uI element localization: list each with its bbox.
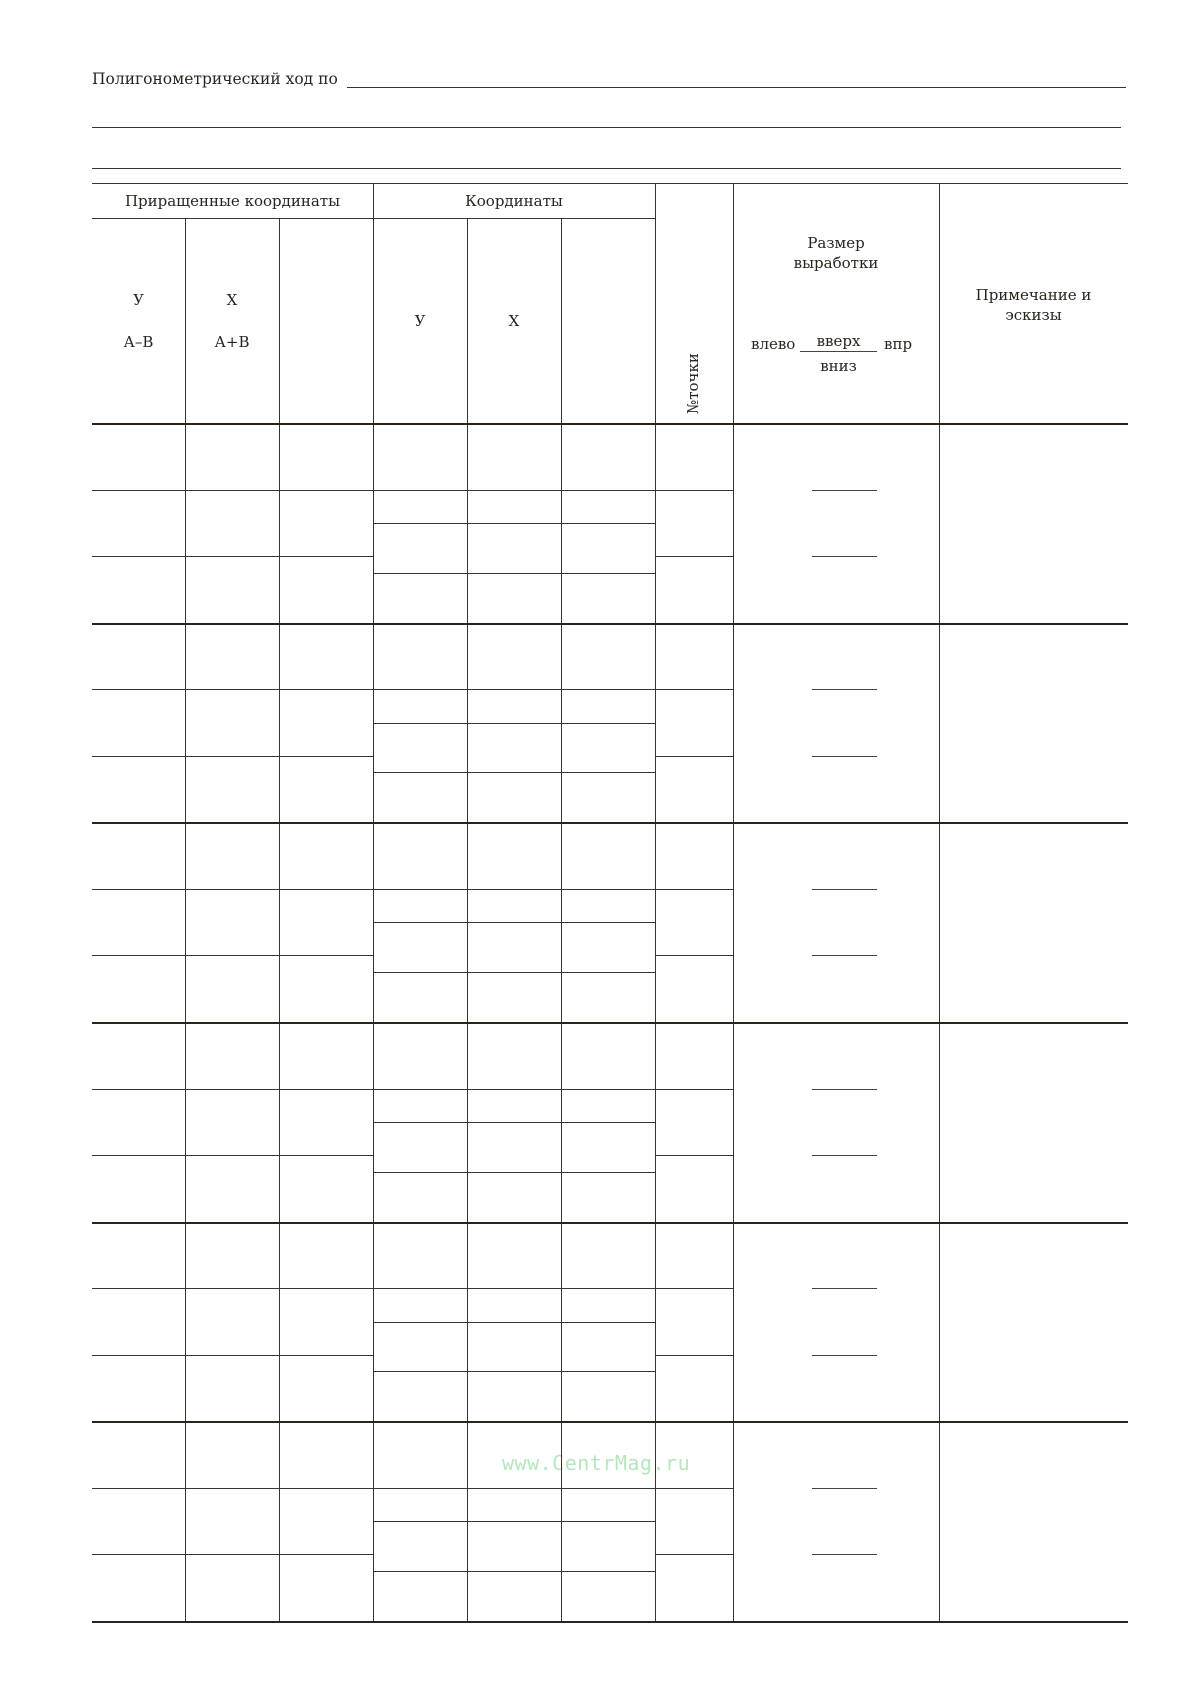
point-number-cell[interactable]: [655, 822, 733, 889]
coordinate-cell[interactable]: [373, 623, 467, 690]
coordinate-cell[interactable]: [373, 822, 467, 889]
table-top-border: [92, 183, 1128, 184]
form-title: Полигонометрический ход по: [92, 70, 338, 88]
increment-cell[interactable]: [92, 822, 185, 889]
coordinate-cell[interactable]: [467, 490, 561, 523]
coordinate-cell[interactable]: [561, 623, 655, 690]
increment-cell[interactable]: [279, 1222, 373, 1289]
header-size-directions: [751, 334, 795, 354]
point-number-cell[interactable]: [655, 689, 733, 756]
point-number-cell[interactable]: [655, 889, 733, 956]
coordinate-cell[interactable]: [373, 490, 467, 523]
coordinate-cell[interactable]: [467, 723, 561, 773]
increment-cell[interactable]: [279, 623, 373, 690]
point-number-cell[interactable]: [655, 556, 733, 623]
coordinate-cell[interactable]: [467, 1122, 561, 1172]
coordinate-cell[interactable]: [373, 573, 467, 623]
coordinate-cell[interactable]: [467, 573, 561, 623]
increment-cell[interactable]: [185, 822, 279, 889]
increment-cell[interactable]: [185, 490, 279, 557]
increment-cell[interactable]: [279, 1022, 373, 1089]
header-inc-y: У: [133, 291, 144, 309]
increment-cell[interactable]: [92, 1355, 185, 1422]
increment-cell[interactable]: [92, 756, 185, 823]
increment-cell[interactable]: [92, 1288, 185, 1355]
point-number-cell[interactable]: [655, 1089, 733, 1156]
coordinate-cell[interactable]: [467, 1371, 561, 1421]
increment-cell[interactable]: [279, 1089, 373, 1156]
coordinate-cell[interactable]: [467, 1022, 561, 1089]
coordinate-cell[interactable]: [561, 1521, 655, 1571]
size-cell[interactable]: [733, 423, 939, 623]
coordinate-cell[interactable]: [373, 689, 467, 722]
header-inc-x-sub: А+В: [214, 333, 250, 351]
coordinate-cell[interactable]: [561, 523, 655, 573]
increment-cell[interactable]: [185, 1421, 279, 1488]
size-cell[interactable]: [733, 1022, 939, 1222]
coordinate-cell[interactable]: [373, 1521, 467, 1571]
notes-cell[interactable]: [939, 423, 1128, 623]
increment-cell[interactable]: [279, 822, 373, 889]
increment-cell[interactable]: [92, 1089, 185, 1156]
coordinate-cell[interactable]: [467, 1089, 561, 1122]
increment-cell[interactable]: [185, 1222, 279, 1289]
point-number-cell[interactable]: [655, 1488, 733, 1555]
increment-cell[interactable]: [279, 1155, 373, 1222]
increment-cell[interactable]: [185, 1288, 279, 1355]
increment-cell[interactable]: [185, 889, 279, 956]
increment-cell[interactable]: [279, 756, 373, 823]
point-number-cell[interactable]: [655, 1554, 733, 1621]
coordinate-cell[interactable]: [373, 1288, 467, 1321]
coordinate-cell[interactable]: [467, 1288, 561, 1321]
coordinate-cell[interactable]: [561, 1371, 655, 1421]
size-down-label: вниз: [820, 357, 857, 375]
increment-cell[interactable]: [185, 955, 279, 1022]
coordinate-cell[interactable]: [467, 972, 561, 1022]
coordinate-cell[interactable]: [467, 523, 561, 573]
coordinate-cell[interactable]: [467, 423, 561, 490]
point-number-cell[interactable]: [655, 623, 733, 690]
coordinate-cell[interactable]: [373, 772, 467, 822]
coordinate-cell[interactable]: [561, 922, 655, 972]
point-number-cell[interactable]: [655, 756, 733, 823]
increment-cell[interactable]: [279, 1288, 373, 1355]
increment-cell[interactable]: [92, 1488, 185, 1555]
coordinate-cell[interactable]: [561, 1122, 655, 1172]
increment-cell[interactable]: [185, 1488, 279, 1555]
point-number-cell[interactable]: [655, 1421, 733, 1488]
coordinate-cell[interactable]: [561, 1322, 655, 1372]
header-notes-2: эскизы: [1005, 306, 1062, 324]
increment-cell[interactable]: [185, 1022, 279, 1089]
header-coord-x: Х: [508, 312, 520, 330]
coordinate-cell[interactable]: [373, 1122, 467, 1172]
increment-cell[interactable]: [279, 1421, 373, 1488]
coordinate-cell[interactable]: [561, 972, 655, 1022]
coordinate-cell[interactable]: [561, 573, 655, 623]
notes-cell[interactable]: [939, 1022, 1128, 1222]
notes-cell[interactable]: [939, 1222, 1128, 1422]
increment-cell[interactable]: [92, 1155, 185, 1222]
coordinate-cell[interactable]: [561, 1022, 655, 1089]
coordinate-cell[interactable]: [467, 623, 561, 690]
coordinate-cell[interactable]: [561, 423, 655, 490]
size-right-label: впр: [884, 335, 913, 353]
increment-cell[interactable]: [279, 889, 373, 956]
increment-cell[interactable]: [279, 955, 373, 1022]
point-number-cell[interactable]: [655, 1222, 733, 1289]
increment-cell[interactable]: [279, 490, 373, 557]
coordinate-cell[interactable]: [561, 1222, 655, 1289]
header-size-title-1: Размер: [807, 234, 865, 252]
coordinate-cell[interactable]: [561, 822, 655, 889]
point-number-cell[interactable]: [655, 490, 733, 557]
coordinate-cell[interactable]: [467, 1421, 561, 1488]
increment-cell[interactable]: [185, 623, 279, 690]
increment-cell[interactable]: [279, 1554, 373, 1621]
coordinate-cell[interactable]: [561, 1172, 655, 1222]
notes-cell[interactable]: [939, 623, 1128, 823]
increment-cell[interactable]: [185, 756, 279, 823]
coordinate-cell[interactable]: [373, 723, 467, 773]
size-up-label: вверх: [816, 332, 861, 350]
increment-cell[interactable]: [92, 1554, 185, 1621]
point-number-cell[interactable]: [655, 1288, 733, 1355]
coordinate-cell[interactable]: [373, 1322, 467, 1372]
coordinate-cell[interactable]: [467, 1322, 561, 1372]
coordinate-cell[interactable]: [561, 490, 655, 523]
increment-cell[interactable]: [185, 1355, 279, 1422]
coordinate-cell[interactable]: [467, 689, 561, 722]
increment-cell[interactable]: [92, 623, 185, 690]
coordinate-cell[interactable]: [561, 1089, 655, 1122]
point-number-cell[interactable]: [655, 955, 733, 1022]
coordinate-cell[interactable]: [373, 972, 467, 1022]
coordinate-cell[interactable]: [373, 1421, 467, 1488]
coordinate-cell[interactable]: [561, 772, 655, 822]
coordinate-cell[interactable]: [373, 1488, 467, 1521]
increment-cell[interactable]: [185, 556, 279, 623]
coordinate-cell[interactable]: [561, 889, 655, 922]
coordinate-cell[interactable]: [467, 772, 561, 822]
coordinate-cell[interactable]: [373, 1022, 467, 1089]
coordinate-cell[interactable]: [373, 1571, 467, 1621]
increment-cell[interactable]: [185, 689, 279, 756]
coordinate-cell[interactable]: [561, 1571, 655, 1621]
coordinate-cell[interactable]: [373, 523, 467, 573]
increment-cell[interactable]: [185, 1155, 279, 1222]
increment-cell[interactable]: [185, 423, 279, 490]
size-left-label: влево: [751, 335, 796, 353]
coordinate-cell[interactable]: [561, 689, 655, 722]
notes-cell[interactable]: [939, 822, 1128, 1022]
coordinate-cell[interactable]: [373, 922, 467, 972]
coordinate-cell[interactable]: [467, 1521, 561, 1571]
increment-cell[interactable]: [185, 1554, 279, 1621]
header-coordinates-group: Координаты: [465, 192, 563, 210]
header-inc-y-sub: А–В: [123, 333, 154, 351]
size-cell[interactable]: [733, 1222, 939, 1422]
coordinate-cell[interactable]: [373, 889, 467, 922]
point-number-cell[interactable]: [655, 423, 733, 490]
increment-cell[interactable]: [92, 1421, 185, 1488]
point-number-cell[interactable]: [655, 1155, 733, 1222]
increment-cell[interactable]: [92, 689, 185, 756]
header-coord-y: У: [414, 312, 426, 330]
coordinate-cell[interactable]: [373, 1089, 467, 1122]
header-size-title-2: выработки: [793, 254, 879, 272]
coordinate-cell[interactable]: [561, 1288, 655, 1321]
header-point-number: №точки: [684, 353, 702, 414]
coordinate-cell[interactable]: [373, 1371, 467, 1421]
coordinate-cell[interactable]: [373, 1222, 467, 1289]
watermark: www.CentrMag.ru: [502, 1451, 691, 1475]
size-cell[interactable]: [733, 822, 939, 1022]
increment-cell[interactable]: [92, 556, 185, 623]
size-fraction-bar: [800, 351, 877, 352]
coordinate-cell[interactable]: [467, 822, 561, 889]
increment-cell[interactable]: [92, 423, 185, 490]
size-cell[interactable]: [733, 623, 939, 823]
increment-cell[interactable]: [279, 423, 373, 490]
coordinate-cell[interactable]: [467, 922, 561, 972]
point-number-cell[interactable]: [655, 1022, 733, 1089]
coordinate-cell[interactable]: [561, 1421, 655, 1488]
notes-cell[interactable]: [939, 1421, 1128, 1621]
header-inc-x: Х: [226, 291, 238, 309]
increment-cell[interactable]: [92, 1222, 185, 1289]
increment-cell[interactable]: [279, 556, 373, 623]
increment-cell[interactable]: [92, 1022, 185, 1089]
increment-cell[interactable]: [279, 1488, 373, 1555]
coordinate-cell[interactable]: [467, 1571, 561, 1621]
coordinate-cell[interactable]: [561, 723, 655, 773]
increment-cell[interactable]: [92, 955, 185, 1022]
coordinate-cell[interactable]: [373, 423, 467, 490]
size-cell[interactable]: [733, 1421, 939, 1621]
coordinate-cell[interactable]: [467, 1222, 561, 1289]
header-notes-1: Примечание и: [975, 286, 1092, 304]
increment-cell[interactable]: [92, 889, 185, 956]
coordinate-cell[interactable]: [467, 889, 561, 922]
header-increments-group: Приращенные координаты: [124, 192, 341, 210]
increment-cell[interactable]: [185, 1089, 279, 1156]
coordinate-cell[interactable]: [467, 1172, 561, 1222]
increment-cell[interactable]: [279, 1355, 373, 1422]
group-bottom-border: [92, 1621, 1128, 1623]
coordinate-cell[interactable]: [467, 1488, 561, 1521]
increment-cell[interactable]: [279, 689, 373, 756]
point-number-cell[interactable]: [655, 1355, 733, 1422]
coordinate-cell[interactable]: [373, 1172, 467, 1222]
increment-cell[interactable]: [92, 490, 185, 557]
coordinate-cell[interactable]: [561, 1488, 655, 1521]
